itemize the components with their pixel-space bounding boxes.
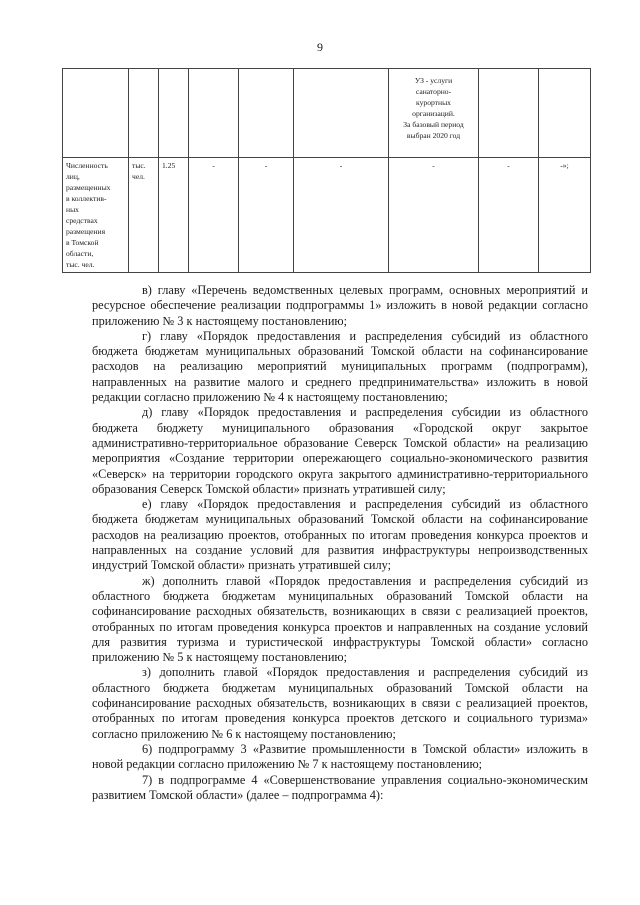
table-row xyxy=(63,158,591,273)
paragraph: г) главу «Порядок предоставления и распределения субсидий из областного бюджета бюджетам муниципальных образований Томской области на софинансирование расходов на реализацию мероприятий муниципальных программ (подпрограмм), направленных на развитие малого и среднего предпринимательства» изложить в новой редакции согласно приложению № 4 к настоящему постановлению; xyxy=(92,328,588,405)
indicator-name-cell: Численность лиц, размещенных в коллектив- ных средствах размещения в Томской области, тыс. чел. xyxy=(63,158,129,273)
dash-cell: - xyxy=(479,158,539,273)
dash-cell: - xyxy=(389,158,479,273)
paragraph: д) главу «Порядок предоставления и распределения субсидии из областного бюджета бюджету муниципального образования «Городской округ закрытое административно-территориальное образование Северск Томской области» на реализацию мероприятия «Создание территории опережающего социально-экономического развития «Северск» на территории городского округа закрытого административно-территориального образования Северск Томской области» признать утратившей силу; xyxy=(92,405,588,496)
note-line: За базовый период xyxy=(403,120,464,129)
paragraph: е) главу «Порядок предоставления и распределения субсидий из областного бюджета бюджетам муниципальных образований Томской области на софинансирование расходов на реализацию проектов, отобранных по итогам проведения конкурса проектов и направленных на создание условий для развития инфраструктуры непроизводственных индустрий Томской области» признать утратившей силу; xyxy=(92,497,588,573)
note-line: санаторно- xyxy=(415,87,452,96)
paragraph: ж) дополнить главой «Порядок предоставления и распределения субсидий из областного бюджета бюджетам муниципальных образований Томской области на софинансирование расходных обязательств, возникающих в связи с реализацией проектов, отобранных по итогам проведения конкурса проектов и направленных на создание условий для развития туризма и туристической инфраструктуры Томской области» согласно приложению № 5 к настоящему постановлению; xyxy=(92,573,588,665)
note-line: выбран 2020 год xyxy=(406,131,461,140)
dash-cell: - xyxy=(189,158,239,273)
note-line: курортных xyxy=(416,98,451,107)
dash-cell: - xyxy=(294,158,389,273)
paragraph: з) дополнить главой «Порядок предоставления и распределения субсидий из областного бюджета бюджетам муниципальных образований Томской области на софинансирование расходных обязательств, возникающих в связи с реализацией проектов, отобранных по итогам проведения конкурса проектов детского и социального туризма» согласно приложению № 6 к настоящему постановлению; xyxy=(92,665,588,741)
table-note-cell xyxy=(389,69,479,158)
paragraph: 7) в подпрограмме 4 «Совершенствование управления социально-экономическим развитием Томской области» (далее – подпрограмма 4): xyxy=(92,772,588,802)
paragraph: 6) подпрограмму 3 «Развитие промышленности в Томской области» изложить в новой редакции согласно приложению № 7 к настоящему постановлению; xyxy=(92,741,588,772)
page-number: 9 xyxy=(317,40,323,54)
note-line: организаций. xyxy=(412,109,455,118)
unit-cell: тыс. чел. xyxy=(129,158,159,273)
note-line: УЗ - услуги xyxy=(414,76,453,85)
end-cell: -»; xyxy=(539,158,591,273)
indicator-table xyxy=(62,68,591,273)
dash-cell: - xyxy=(239,158,294,273)
paragraph: в) главу «Перечень ведомственных целевых программ, основных мероприятий и ресурсное обеспечение реализации подпрограммы 1» изложить в новой редакции согласно приложению № 3 к настоящему постановлению; xyxy=(92,283,588,328)
body-text xyxy=(92,283,588,803)
value-cell: 1.25 xyxy=(159,158,189,273)
table-header-row xyxy=(63,69,591,158)
